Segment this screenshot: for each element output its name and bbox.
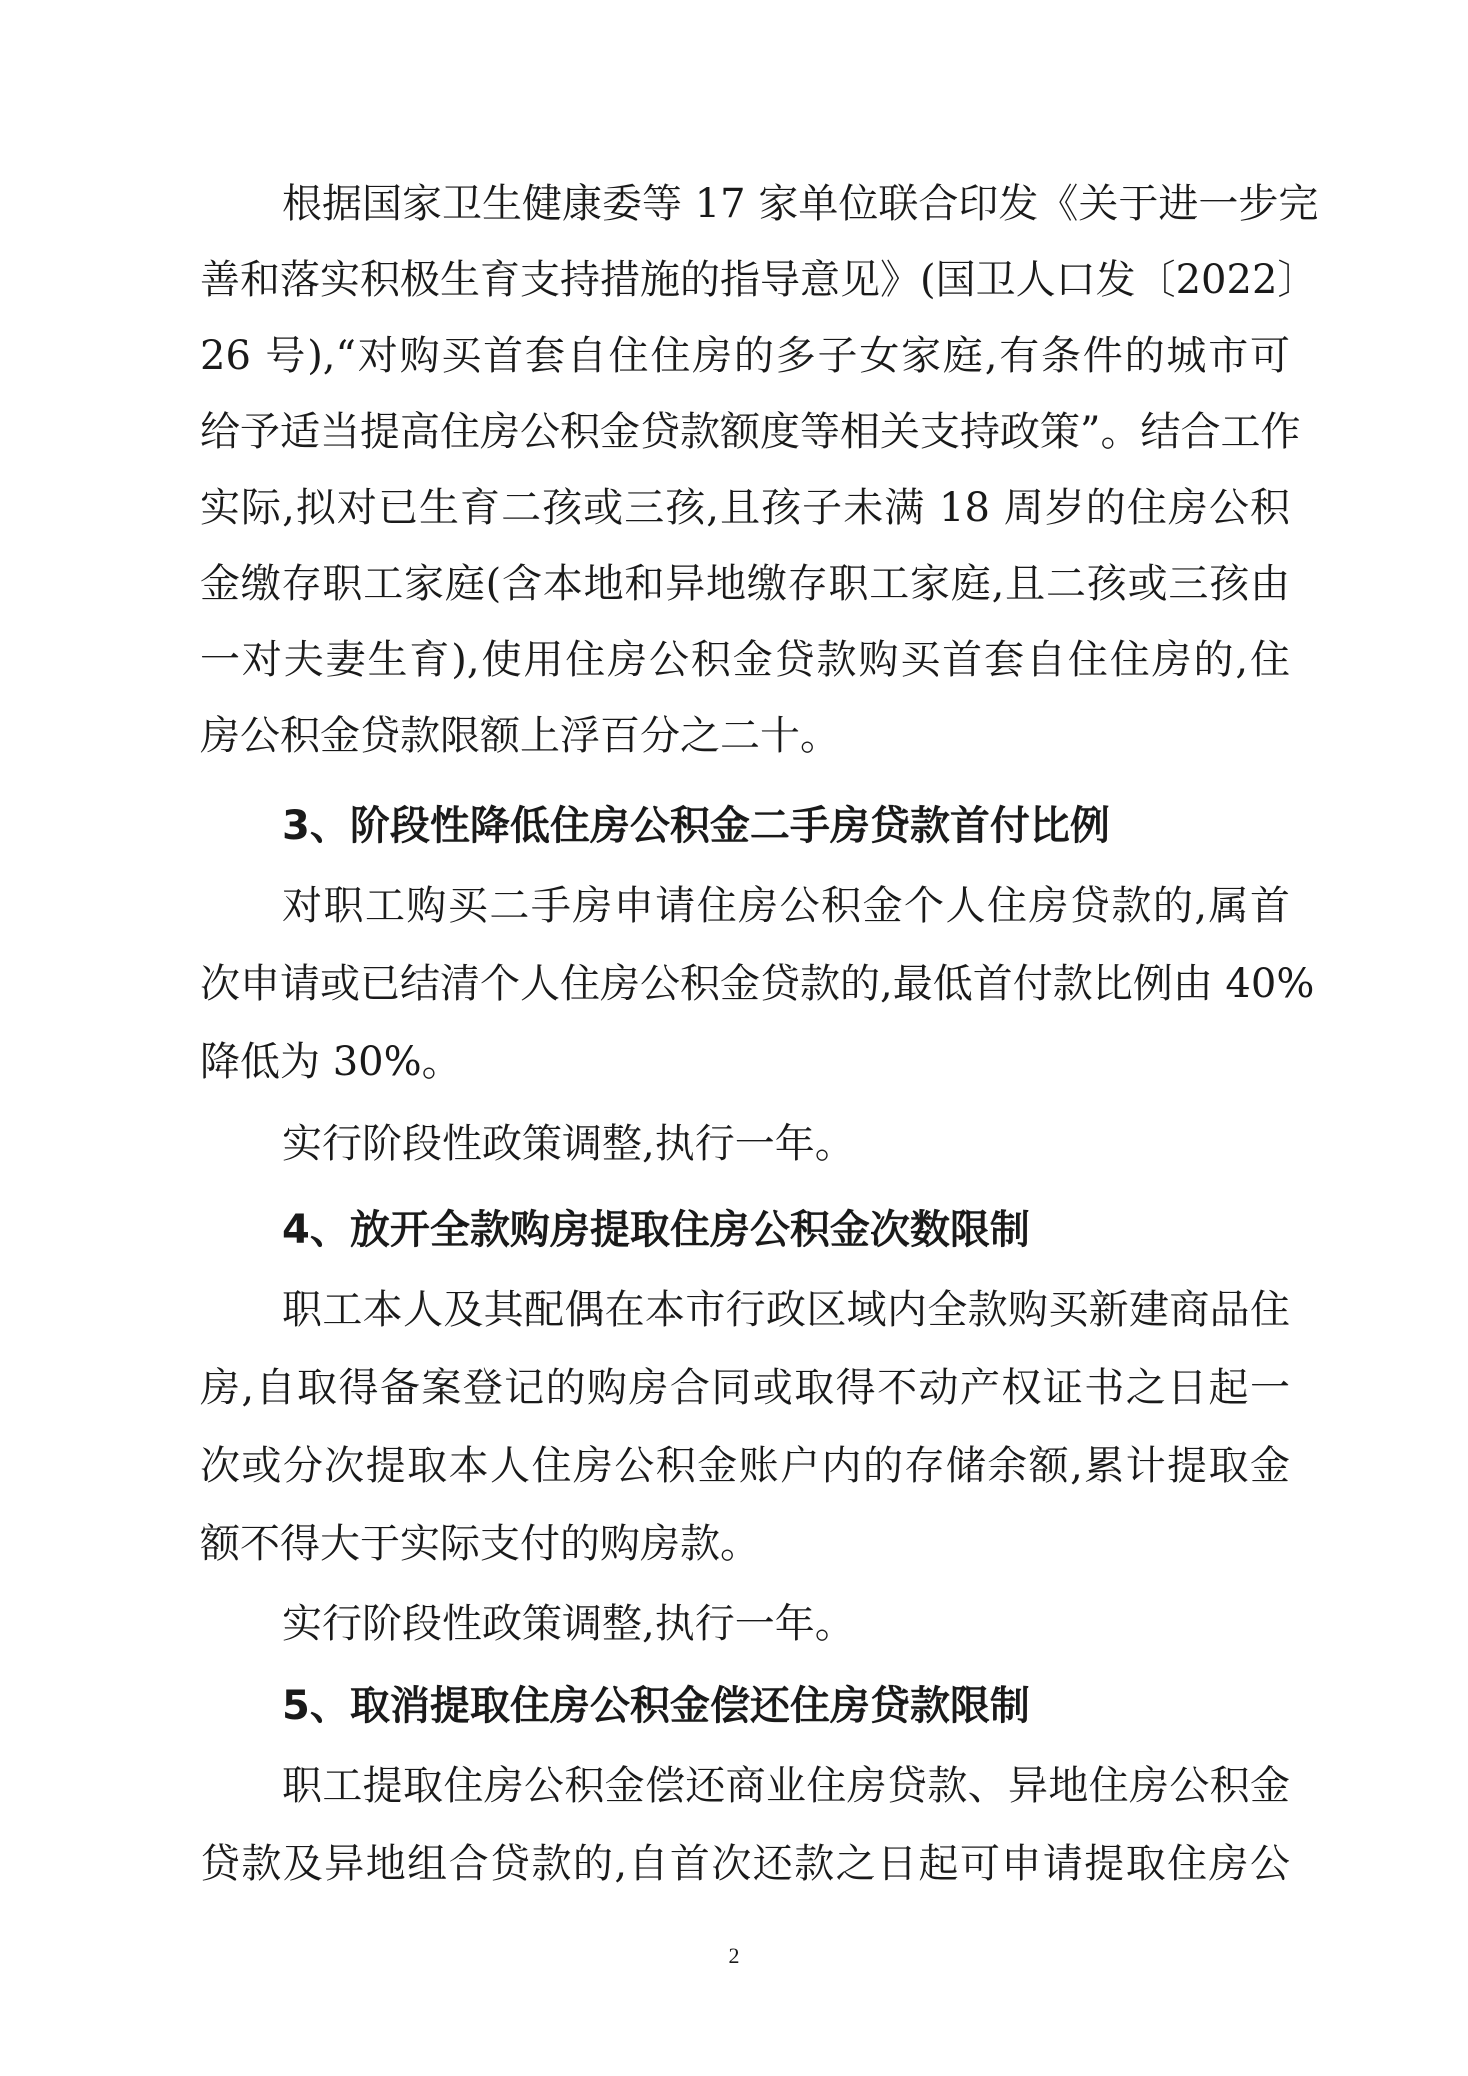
paragraph-line: 金缴存职工家庭(含本地和异地缴存职工家庭,且二孩或三孩由 — [200, 561, 1290, 607]
paragraph-line: 善和落实积极生育支持措施的指导意见》(国卫人口发〔2022〕 — [200, 257, 1318, 303]
paragraph-line: 对职工购买二手房申请住房公积金个人住房贷款的,属首 — [282, 883, 1290, 929]
paragraph-line: 实行阶段性政策调整,执行一年。 — [282, 1601, 855, 1647]
paragraph-line: 房公积金贷款限额上浮百分之二十。 — [200, 713, 840, 759]
paragraph-line: 房,自取得备案登记的购房合同或取得不动产权证书之日起一 — [200, 1365, 1290, 1411]
paragraph-line: 贷款及异地组合贷款的,自首次还款之日起可申请提取住房公 — [200, 1841, 1290, 1887]
paragraph-line: 降低为 30%。 — [200, 1039, 462, 1085]
paragraph-line: 根据国家卫生健康委等 17 家单位联合印发《关于进一步完 — [282, 181, 1319, 227]
paragraph-line: 职工提取住房公积金偿还商业住房贷款、异地住房公积金 — [282, 1763, 1290, 1809]
paragraph-line: 26 号),“对购买首套自住住房的多子女家庭,有条件的城市可 — [200, 333, 1290, 379]
section-heading-3: 3、阶段性降低住房公积金二手房贷款首付比例 — [282, 803, 1110, 849]
paragraph-line: 给予适当提高住房公积金贷款额度等相关支持政策”。结合工作 — [200, 409, 1301, 455]
paragraph-line: 额不得大于实际支付的购房款。 — [200, 1521, 760, 1567]
paragraph-line: 次或分次提取本人住房公积金账户内的存储余额,累计提取金 — [200, 1443, 1290, 1489]
paragraph-line: 实行阶段性政策调整,执行一年。 — [282, 1121, 855, 1167]
section-heading-4: 4、放开全款购房提取住房公积金次数限制 — [282, 1207, 1030, 1253]
paragraph-line: 职工本人及其配偶在本市行政区域内全款购买新建商品住 — [282, 1287, 1290, 1333]
paragraph-line: 次申请或已结清个人住房公积金贷款的,最低首付款比例由 40% — [200, 961, 1315, 1007]
paragraph-line: 一对夫妻生育),使用住房公积金贷款购买首套自住住房的,住 — [200, 637, 1290, 683]
page-number: 2 — [728, 1943, 740, 1968]
paragraph-line: 实际,拟对已生育二孩或三孩,且孩子未满 18 周岁的住房公积 — [200, 485, 1290, 531]
section-heading-5: 5、取消提取住房公积金偿还住房贷款限制 — [282, 1683, 1030, 1729]
